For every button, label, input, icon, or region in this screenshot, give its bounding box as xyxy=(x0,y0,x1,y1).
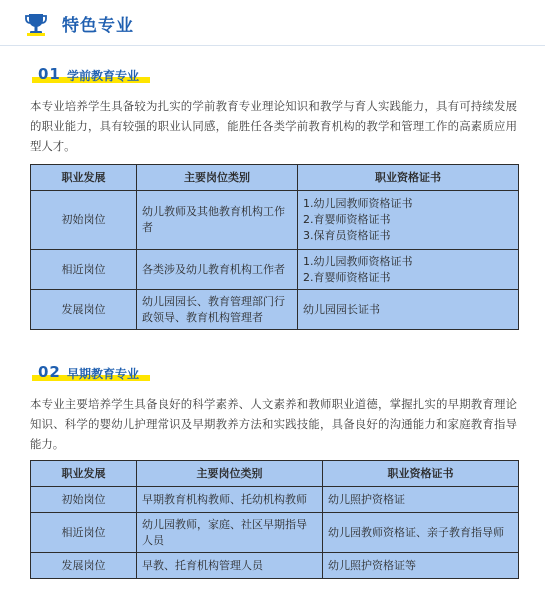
stage-cell: 相近岗位 xyxy=(31,250,137,290)
positions-cell: 早教、托育机构管理人员 xyxy=(137,553,323,579)
cert-item: 2.育婴师资格证书 xyxy=(303,213,391,226)
stage-cell: 发展岗位 xyxy=(31,553,137,579)
column-header: 职业资格证书 xyxy=(298,165,519,191)
career-table xyxy=(30,460,519,579)
section-number: 01 xyxy=(38,65,61,83)
cert-item: 2.育婴师资格证书 xyxy=(303,270,391,284)
column-header: 主要岗位类别 xyxy=(137,165,298,191)
cert-item: 幼儿园教师资格证、亲子教育指导师 xyxy=(328,525,504,539)
page-header xyxy=(0,0,545,46)
section-description: 本专业培养学生具备较为扎实的学前教育专业理论知识和教学与育人实践能力，具有可持续发展的职业能力，具有较强的职业认同感，能胜任各类学前教育机构的教学和管理工作的高素质应用型人才。 xyxy=(30,99,517,153)
column-header: 职业发展 xyxy=(31,165,137,191)
career-table xyxy=(30,164,519,330)
cert-item: 1.幼儿园教师资格证书 xyxy=(303,254,413,268)
cert-item: 幼儿园园长证书 xyxy=(303,302,380,316)
certs-cell xyxy=(298,250,519,290)
column-header: 主要岗位类别 xyxy=(137,461,323,487)
section-name: 学前教育专业 xyxy=(67,69,140,83)
cert-item: 幼儿照护资格证 xyxy=(328,492,405,506)
certs-cell xyxy=(298,191,519,250)
table-row xyxy=(31,191,519,250)
page-title: 特色专业 xyxy=(62,16,134,36)
table-row xyxy=(31,290,519,330)
table-header-row xyxy=(31,165,519,191)
section-description: 本专业主要培养学生具备良好的科学素养、人文素养和教师职业道德，掌握扎实的早期教育理论知识、科学的婴幼儿护理常识及早期教养方法和实践技能，具备良好的沟通能力和家庭教育指导能力。 xyxy=(30,397,517,451)
certs-cell xyxy=(323,487,519,513)
positions-cell: 幼儿教师及其他教育机构工作者 xyxy=(137,191,298,250)
column-header: 职业发展 xyxy=(31,461,137,487)
positions-cell: 幼儿园教师，家庭、社区早期指导人员 xyxy=(137,513,323,553)
section-heading xyxy=(30,64,190,88)
certs-cell xyxy=(298,290,519,330)
section-name: 早期教育专业 xyxy=(67,367,140,381)
table-row xyxy=(31,553,519,579)
positions-cell: 各类涉及幼儿教育机构工作者 xyxy=(137,250,298,290)
section-heading xyxy=(30,362,190,386)
certs-cell xyxy=(323,513,519,553)
cert-item: 幼儿照护资格证等 xyxy=(328,558,416,572)
stage-cell: 相近岗位 xyxy=(31,513,137,553)
column-header: 职业资格证书 xyxy=(323,461,519,487)
stage-cell: 初始岗位 xyxy=(31,487,137,513)
certs-cell xyxy=(323,553,519,579)
table-row xyxy=(31,513,519,553)
table-row xyxy=(31,487,519,513)
stage-cell: 初始岗位 xyxy=(31,191,137,250)
positions-cell: 幼儿园园长、教育管理部门行政领导、教育机构管理者 xyxy=(137,290,298,330)
section-number: 02 xyxy=(38,363,61,381)
header-divider xyxy=(0,45,545,46)
stage-cell: 发展岗位 xyxy=(31,290,137,330)
trophy-icon xyxy=(24,11,48,37)
table-header-row xyxy=(31,461,519,487)
cert-item: 3.保育员资格证书 xyxy=(303,229,391,242)
table-row xyxy=(31,250,519,290)
cert-item: 1.幼儿园教师资格证书 xyxy=(303,197,413,210)
positions-cell: 早期教育机构教师、托幼机构教师 xyxy=(137,487,323,513)
